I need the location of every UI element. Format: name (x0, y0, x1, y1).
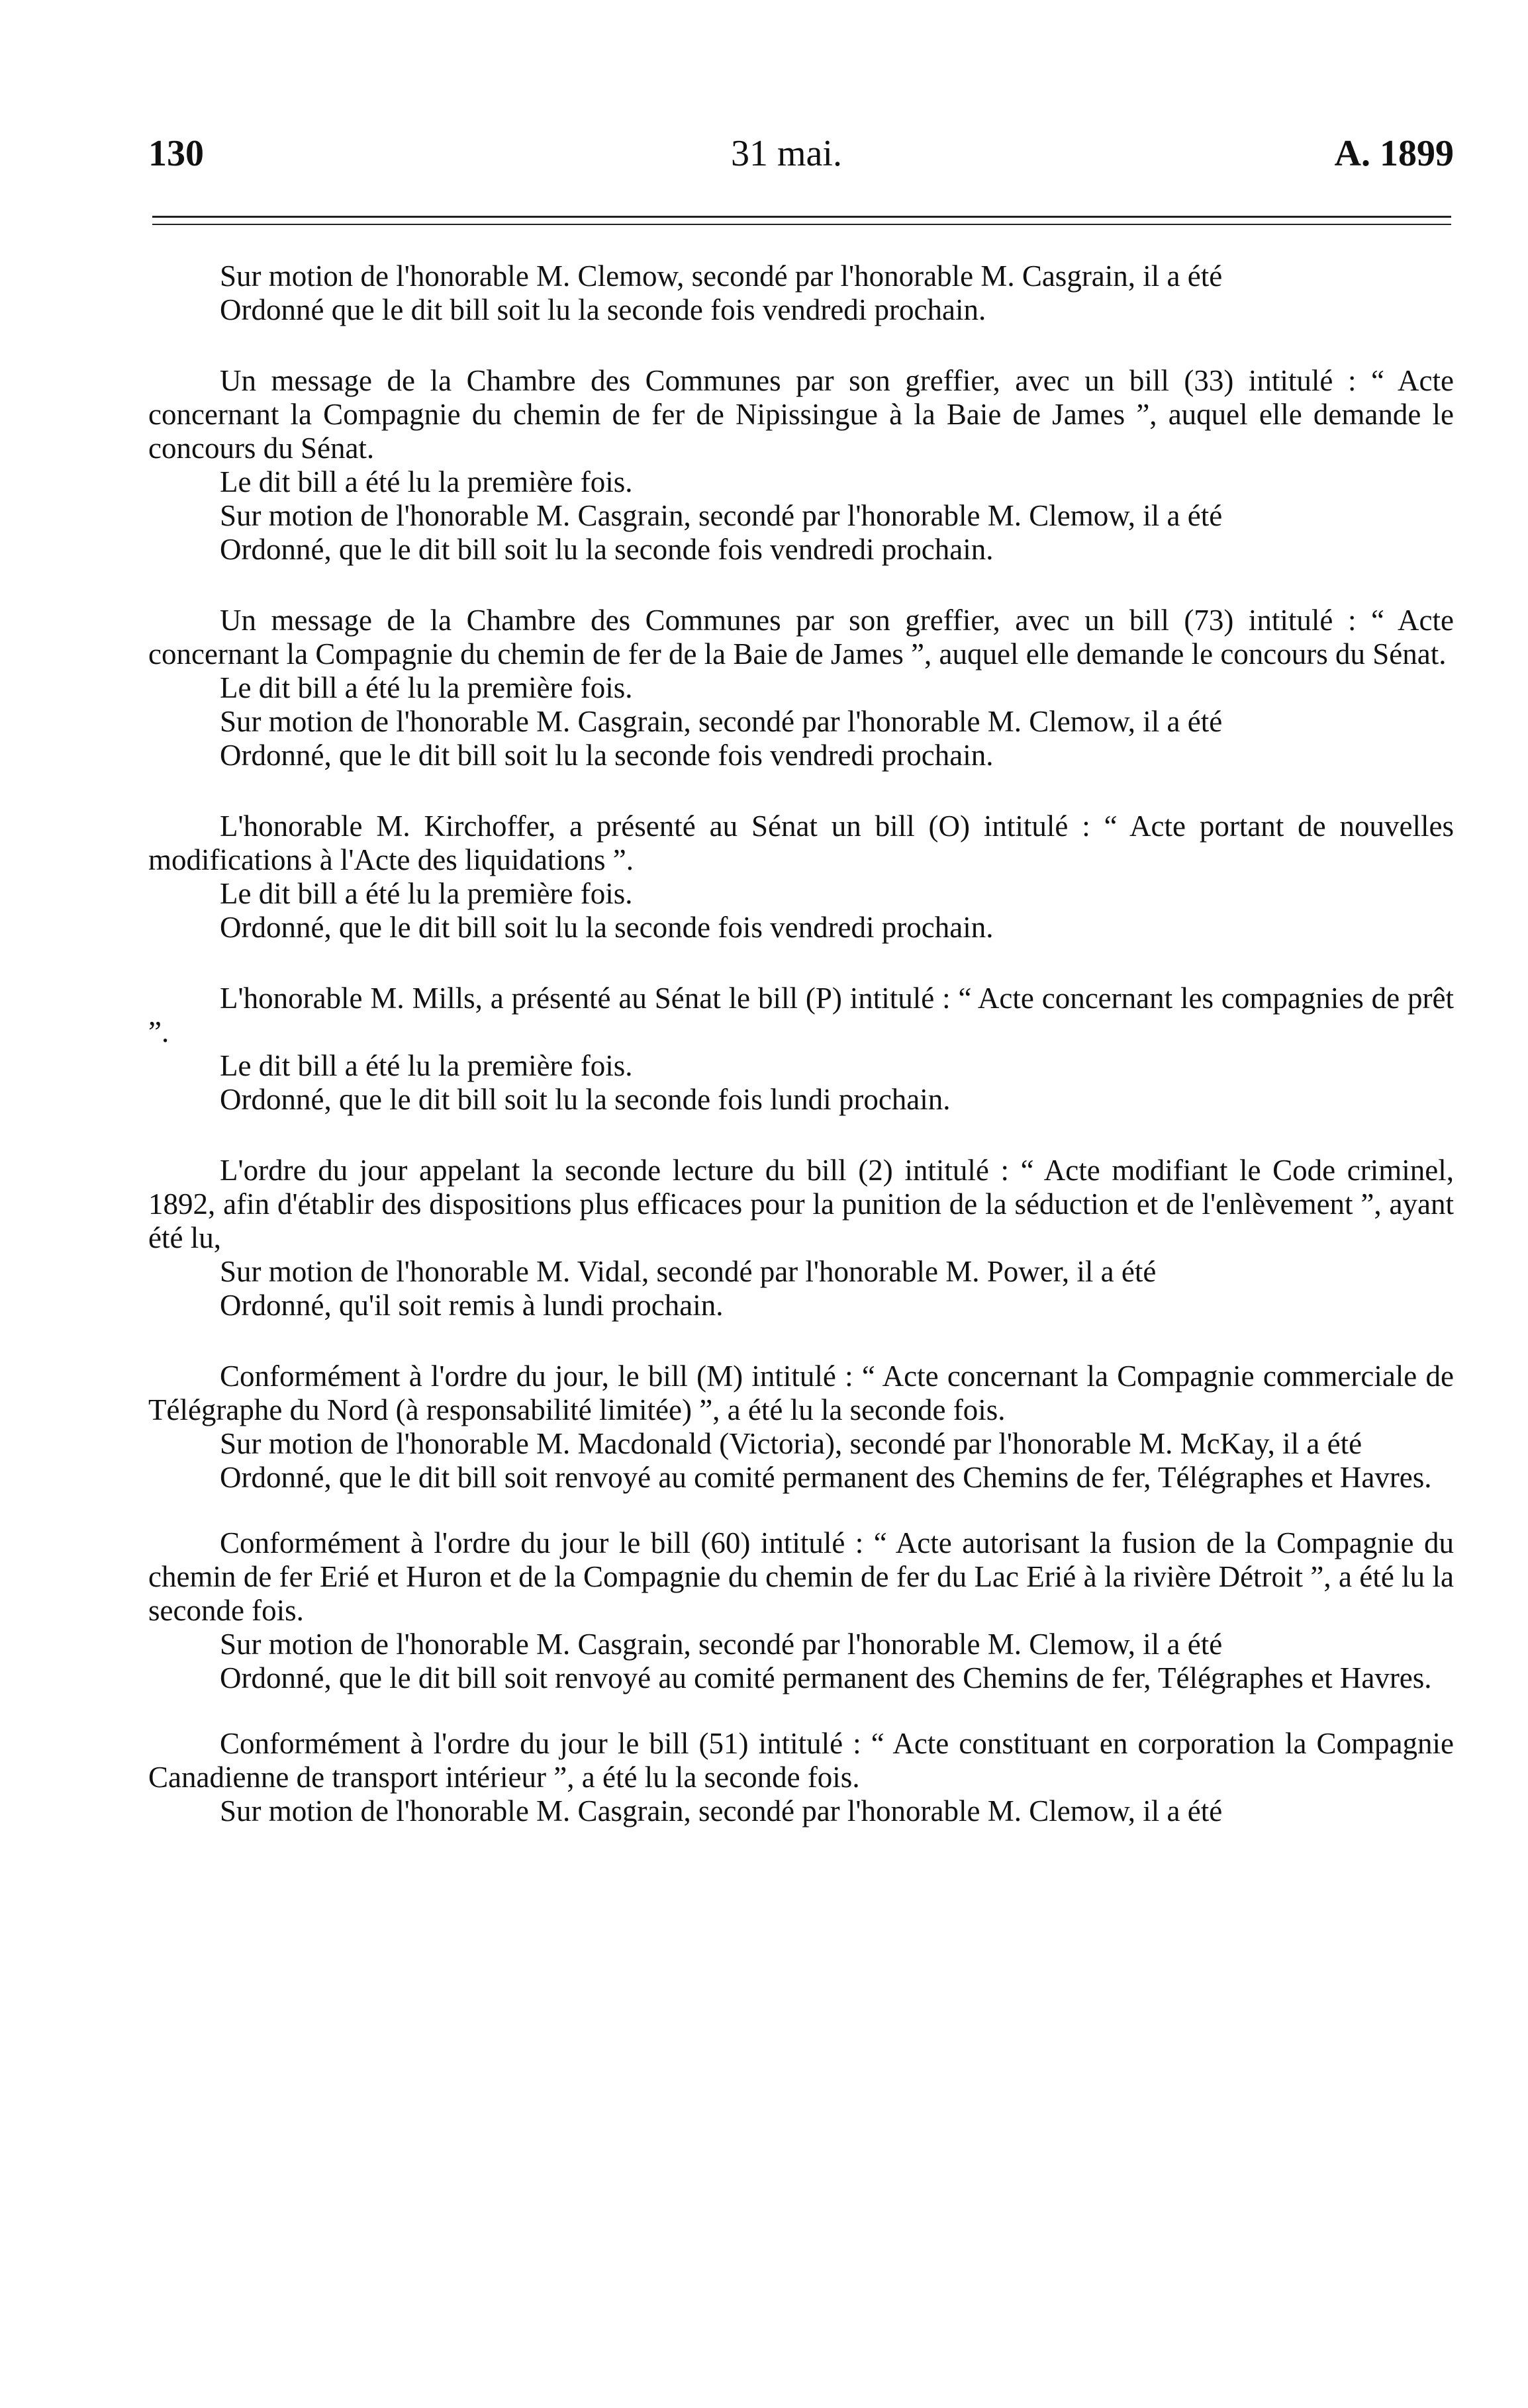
paragraph-line: Conformément à l'ordre du jour le bill (51) intitulé : “ Acte constituant en corporation la Compagnie Canadienne de transport intérieur ”, a été lu la seconde fois. (148, 1727, 1454, 1794)
paragraph-line: Conformément à l'ordre du jour, le bill (M) intitulé : “ Acte concernant la Compagnie commerciale de Télégraphe du Nord (à responsabilité limitée) ”, a été lu la seconde fois. (148, 1360, 1454, 1426)
paragraph-gap (148, 1322, 1454, 1360)
paragraph-line: Ordonné, que le dit bill soit renvoyé au comité permanent des Chemins de fer, Télégraphes et Havres. (220, 1661, 1432, 1694)
paragraph-line: Sur motion de l'honorable M. Casgrain, secondé par l'honorable M. Clemow, il a été (220, 1794, 1223, 1828)
paragraph-line: Le dit bill a été lu la première fois. (220, 465, 633, 498)
paragraph-line: Ordonné, que le dit bill soit renvoyé au comité permanent des Chemins de fer, Télégraphes et Havres. (220, 1461, 1432, 1494)
paragraph-line: Sur motion de l'honorable M. Casgrain, secondé par l'honorable M. Clemow, il a été (220, 1628, 1223, 1661)
paragraph-gap (148, 1495, 1454, 1526)
paragraph-line: Sur motion de l'honorable M. Casgrain, secondé par l'honorable M. Clemow, il a été (220, 499, 1223, 532)
paragraph-line: Ordonné, que le dit bill soit lu la seconde fois lundi prochain. (220, 1083, 951, 1116)
paragraph (148, 364, 1454, 567)
paragraph-line: Un message de la Chambre des Communes par son greffier, avec un bill (33) intitulé : “ Acte concernant la Compagnie du chemin de fer de Nipissingue à la Baie de James ”, auquel elle demande le concours du Sénat. (148, 364, 1454, 465)
paragraph (148, 1727, 1454, 1828)
paragraph-line: Ordonné, que le dit bill soit lu la seconde fois vendredi prochain. (220, 911, 994, 944)
paragraph-line: Conformément à l'ordre du jour le bill (60) intitulé : “ Acte autorisant la fusion de la Compagnie du chemin de fer Erié et Huron et de la Compagnie du chemin de fer du Lac Erié à la rivière Détroit ”, a été lu la seconde fois. (148, 1526, 1454, 1627)
paragraph-gap (148, 327, 1454, 364)
page-body (148, 259, 1454, 1828)
paragraph-gap (148, 772, 1454, 810)
paragraph (148, 259, 1454, 327)
page-date: 31 mai. (731, 133, 842, 174)
paragraph-line: Sur motion de l'honorable M. Vidal, secondé par l'honorable M. Power, il a été (220, 1255, 1157, 1288)
paragraph (148, 810, 1454, 945)
paragraph (148, 1154, 1454, 1322)
paragraph-line: L'honorable M. Kirchoffer, a présenté au Sénat un bill (O) intitulé : “ Acte portant de nouvelles modifications à l'Acte des liquidations ”. (148, 810, 1454, 876)
paragraph-line: Sur motion de l'honorable M. Casgrain, secondé par l'honorable M. Clemow, il a été (220, 705, 1223, 738)
paragraph-line: Ordonné, que le dit bill soit lu la seconde fois vendredi prochain. (220, 533, 994, 566)
paragraph-gap (148, 1117, 1454, 1154)
page-year: A. 1899 (1334, 133, 1454, 174)
paragraph-line: Le dit bill a été lu la première fois. (220, 671, 633, 704)
paragraph (148, 982, 1454, 1117)
paragraph (148, 1526, 1454, 1695)
paragraph-gap (148, 567, 1454, 604)
paragraph-line: Le dit bill a été lu la première fois. (220, 1049, 633, 1082)
header-rule-top (152, 216, 1451, 218)
paragraph-gap (148, 1695, 1454, 1727)
paragraph-line: Le dit bill a été lu la première fois. (220, 877, 633, 910)
page-header (148, 132, 1454, 185)
paragraph-line: Ordonné, que le dit bill soit lu la seconde fois vendredi prochain. (220, 739, 994, 772)
paragraph-line: Un message de la Chambre des Communes par son greffier, avec un bill (73) intitulé : “ Acte concernant la Compagnie du chemin de fer de la Baie de James ”, auquel elle demande le concours du Sénat. (148, 604, 1454, 671)
header-rule-bottom (152, 224, 1451, 225)
paragraph (148, 604, 1454, 772)
paragraph-line: L'honorable M. Mills, a présenté au Sénat le bill (P) intitulé : “ Acte concernant les compagnies de prêt ”. (148, 982, 1454, 1048)
page-number: 130 (148, 133, 204, 174)
paragraph (148, 1360, 1454, 1495)
paragraph-line: Ordonné, qu'il soit remis à lundi prochain. (220, 1289, 724, 1322)
paragraph-line: Sur motion de l'honorable M. Macdonald (Victoria), secondé par l'honorable M. McKay, il a été (220, 1427, 1362, 1460)
paragraph-line: L'ordre du jour appelant la seconde lecture du bill (2) intitulé : “ Acte modifiant le Code criminel, 1892, afin d'établir des dispositions plus efficaces pour la punition de la séduction et de l'enlèvement ”, ayant été lu, (148, 1154, 1454, 1254)
paragraph-line: Ordonné que le dit bill soit lu la seconde fois vendredi prochain. (220, 293, 986, 326)
paragraph-gap (148, 945, 1454, 982)
paragraph-line: Sur motion de l'honorable M. Clemow, secondé par l'honorable M. Casgrain, il a été (220, 259, 1223, 293)
